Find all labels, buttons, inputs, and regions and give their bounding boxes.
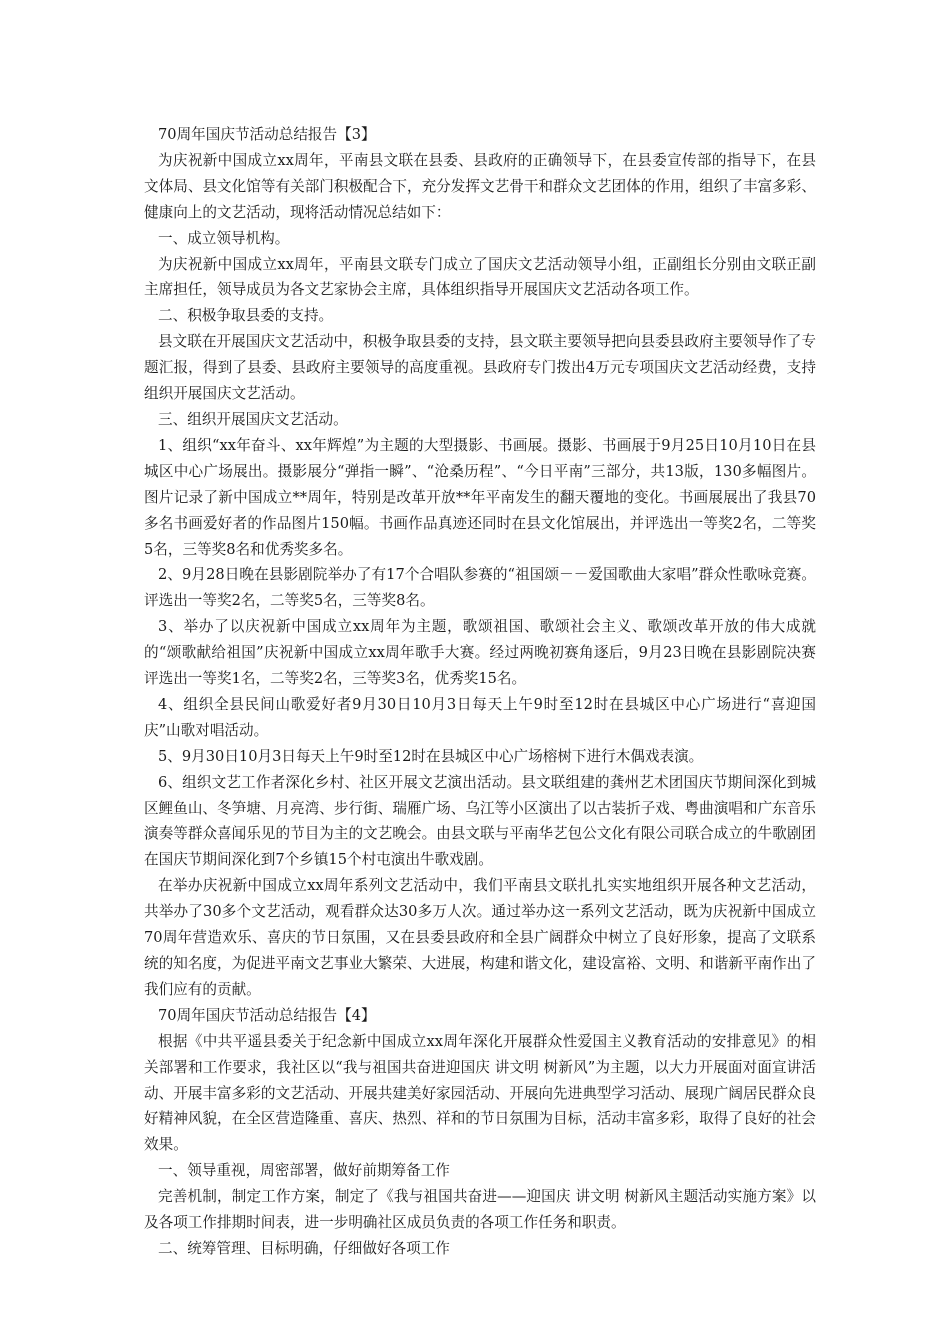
report-title-4: 70周年国庆节活动总结报告【4】	[158, 1006, 376, 1024]
document-body	[144, 122, 816, 1262]
section-heading-2: 二、积极争取县委的支持。	[158, 307, 334, 325]
section-heading-4-2: 二、统筹管理、目标明确，仔细做好各项工作	[158, 1239, 450, 1257]
section-heading-3: 三、组织开展国庆文艺活动。	[158, 410, 348, 428]
section-heading-1: 一、成立领导机构。	[158, 229, 290, 247]
section-paragraph-4-1: 完善机制，制定工作方案，制定了《我与祖国共奋进——迎国庆 讲文明 树新风主题活动实施方案》以及各项工作排期时间表，进一步明确社区成员负责的各项工作任务和职责。	[144, 1188, 816, 1232]
activity-item-4: 4、组织全县民间山歌爱好者9月30日10月3日每天上午9时至12时在县城区中心广场进行“喜迎国庆”山歌对唱活动。	[144, 695, 816, 739]
activity-item-1: 1、组织“xx年奋斗、xx年辉煌”为主题的大型摄影、书画展。摄影、书画展于9月25日10月10日在县城区中心广场展出。摄影展分“弹指一瞬”、“沧桑历程”、“今日平南”三部分，共13版，130多幅图片。图片记录了新中国成立**周年，特别是改革开放**年平南发生的翻天覆地的变化。书画展展出了我县70多名书画爱好者的作品图片150幅。书画作品真迹还同时在县文化馆展出，并评选出一等奖2名，二等奖5名，三等奖8名和优秀奖多名。	[144, 436, 816, 558]
report-title-3: 70周年国庆节活动总结报告【3】	[158, 126, 376, 143]
section-paragraph-2: 县文联在开展国庆文艺活动中，积极争取县委的支持，县文联主要领导把向县委县政府主要领导作了专题汇报，得到了县委、县政府主要领导的高度重视。县政府专门拨出4万元专项国庆文艺活动经费，支持组织开展国庆文艺活动。	[144, 333, 816, 403]
intro-paragraph-4: 根据《中共平遥县委关于纪念新中国成立xx周年深化开展群众性爱国主义教育活动的安排意见》的相关部署和工作要求，我社区以“我与祖国共奋进迎国庆 讲文明 树新风”为主题，以大力开展面对面宣讲活动、开展丰富多彩的文艺活动、开展共建美好家园活动、开展向先进典型学习活动、展现广阔居民群众良好精神风貌，在全区营造隆重、喜庆、热烈、祥和的节日氛围为目标，活动丰富多彩，取得了良好的社会效果。	[144, 1032, 816, 1154]
section-paragraph-1: 为庆祝新中国成立xx周年，平南县文联专门成立了国庆文艺活动领导小组，正副组长分别由文联正副主席担任，领导成员为各文艺家协会主席，具体组织指导开展国庆文艺活动各项工作。	[144, 255, 816, 299]
summary-paragraph: 在举办庆祝新中国成立xx周年系列文艺活动中，我们平南县文联扎扎实实地组织开展各种文艺活动，共举办了30多个文艺活动，观看群众达30多万人次。通过举办这一系列文艺活动，既为庆祝新中国成立70周年营造欢乐、喜庆的节日氛围，又在县委县政府和全县广阔群众中树立了良好形象，提高了文联系统的知名度，为促进平南文艺事业大繁荣、大进展，构建和谐文化，建设富裕、文明、和谐新平南作出了我们应有的贡献。	[144, 877, 816, 998]
activity-item-2: 2、9月28日晚在县影剧院举办了有17个合唱队参赛的“祖国颂－－爱国歌曲大家唱”群众性歌咏竞赛。评选出一等奖2名，二等奖5名，三等奖8名。	[144, 566, 816, 610]
activity-item-6: 6、组织文艺工作者深化乡村、社区开展文艺演出活动。县文联组建的龚州艺术团国庆节期间深化到城区鲤鱼山、冬笋塘、月亮湾、步行街、瑞雁广场、乌江等小区演出了以古装折子戏、粤曲演唱和广东音乐演奏等群众喜闻乐见的节目为主的文艺晚会。由县文联与平南华艺包公文化有限公司联合成立的牛歌剧团在国庆节期间深化到7个乡镇15个村屯演出牛歌戏剧。	[144, 773, 816, 869]
activity-item-5: 5、9月30日10月3日每天上午9时至12时在县城区中心广场榕树下进行木偶戏表演。	[158, 747, 704, 765]
intro-paragraph: 为庆祝新中国成立xx周年，平南县文联在县委、县政府的正确领导下，在县委宣传部的指导下，在县文体局、县文化馆等有关部门积极配合下，充分发挥文艺骨干和群众文艺团体的作用，组织了丰富多彩、健康向上的文艺活动，现将活动情况总结如下：	[144, 151, 816, 221]
activity-item-3: 3、举办了以庆祝新中国成立xx周年为主题，歌颂祖国、歌颂社会主义、歌颂改革开放的伟大成就的“颂歌献给祖国”庆祝新中国成立xx周年歌手大赛。经过两晚初赛角逐后，9月23日晚在县影剧院决赛评选出一等奖1名，二等奖2名，三等奖3名，优秀奖15名。	[144, 618, 816, 688]
section-heading-4-1: 一、领导重视，周密部署，做好前期筹备工作	[158, 1162, 450, 1180]
